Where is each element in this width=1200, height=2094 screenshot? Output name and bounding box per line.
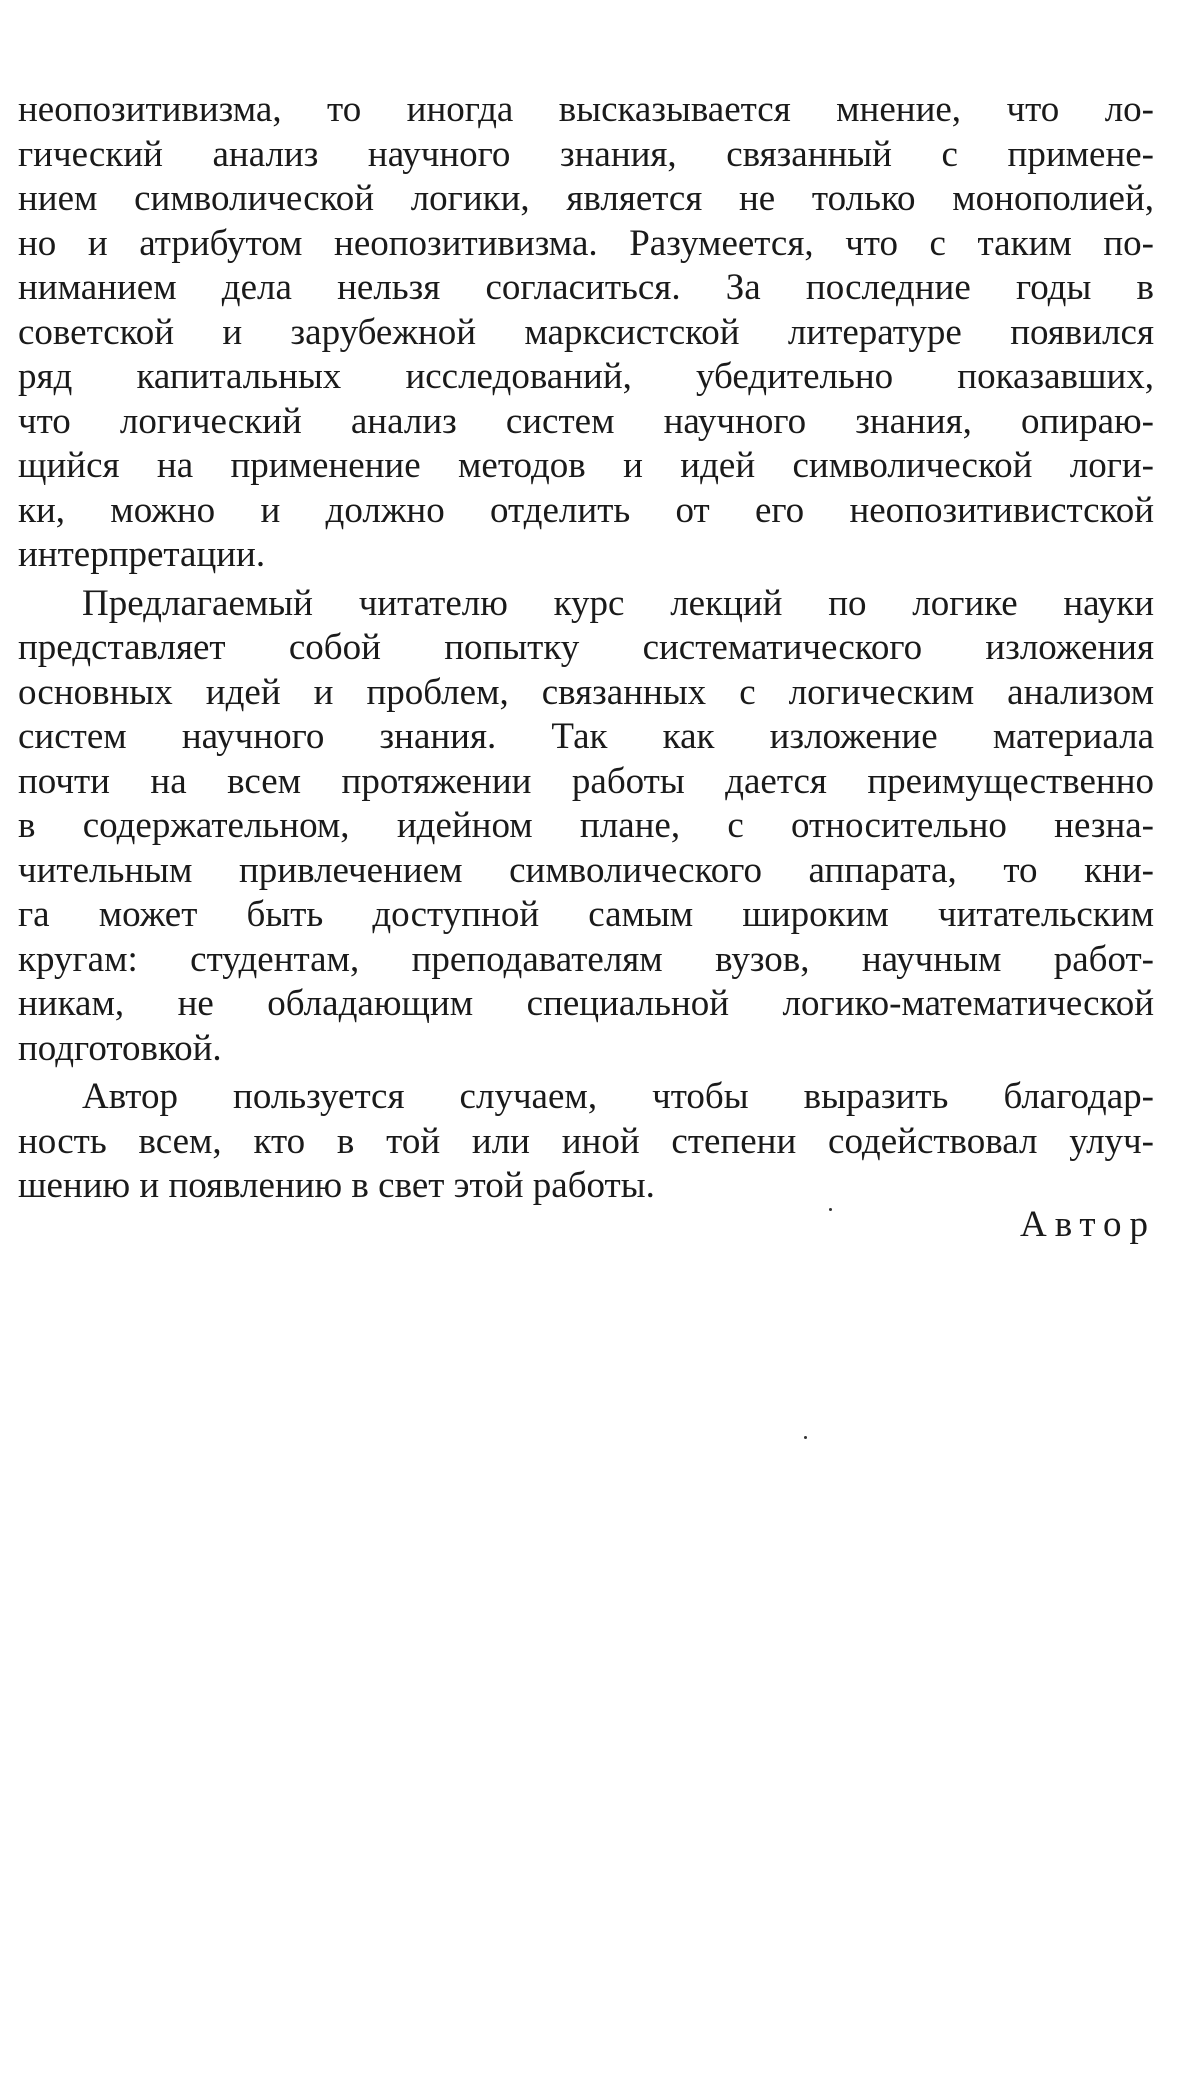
text-line: ки, можно и должно отделить от его неопозитивистской — [18, 489, 1154, 531]
author-signature: Автор — [1020, 1204, 1156, 1245]
text-line: неопозитивизма, то иногда высказывается мнение, что ло- — [18, 89, 1154, 130]
text-line: что логический анализ систем научного знания, опираю- — [18, 400, 1154, 442]
print-speck — [829, 1208, 832, 1211]
text-line: никам, не обладающим специальной логико-математической — [18, 983, 1154, 1024]
text-line: представляет собой попытку систематического изложения — [18, 627, 1154, 668]
text-line: гический анализ научного знания, связанный с примене- — [18, 133, 1154, 175]
text-line: систем научного знания. Так как изложение материала — [18, 716, 1154, 757]
text-line: Автор пользуется случаем, чтобы выразить благодар- — [82, 1076, 1154, 1117]
text-line: но и атрибутом неопозитивизма. Разумеется, что с таким по- — [18, 222, 1154, 264]
text-line: подготовкой. — [18, 1027, 222, 1069]
text-line: ряд капитальных исследований, убедительно показавших, — [18, 356, 1154, 397]
text-line: нием символической логики, является не только монополией, — [18, 178, 1154, 219]
text-line: основных идей и проблем, связанных с логическим анализом — [18, 671, 1154, 713]
text-line: га может быть доступной самым широким читательским — [18, 894, 1154, 935]
text-line: ность всем, кто в той или иной степени содействовал улуч- — [18, 1120, 1154, 1162]
paragraph-2 — [18, 582, 1154, 1072]
text-line: чительным привлечением символического аппарата, то кни- — [18, 849, 1154, 891]
text-line: щийся на применение методов и идей символической логи- — [18, 445, 1154, 486]
text-line: почти на всем протяжении работы дается преимущественно — [18, 760, 1154, 802]
paragraph-1 — [18, 88, 1154, 578]
text-line: ниманием дела нельзя согласиться. За последние годы в — [18, 267, 1154, 308]
print-speck — [804, 1436, 807, 1439]
text-line: Предлагаемый читателю курс лекций по логике науки — [82, 582, 1154, 624]
page-body — [18, 88, 1154, 1213]
paragraph-3 — [18, 1075, 1154, 1209]
text-line: кругам: студентам, преподавателям вузов, научным работ- — [18, 938, 1154, 980]
text-line: интерпретации. — [18, 534, 266, 575]
text-line: шению и появлению в свет этой работы. — [18, 1165, 655, 1206]
text-line: советской и зарубежной марксистской литературе появился — [18, 311, 1154, 353]
text-line: в содержательном, идейном плане, с относительно незна- — [18, 805, 1154, 846]
